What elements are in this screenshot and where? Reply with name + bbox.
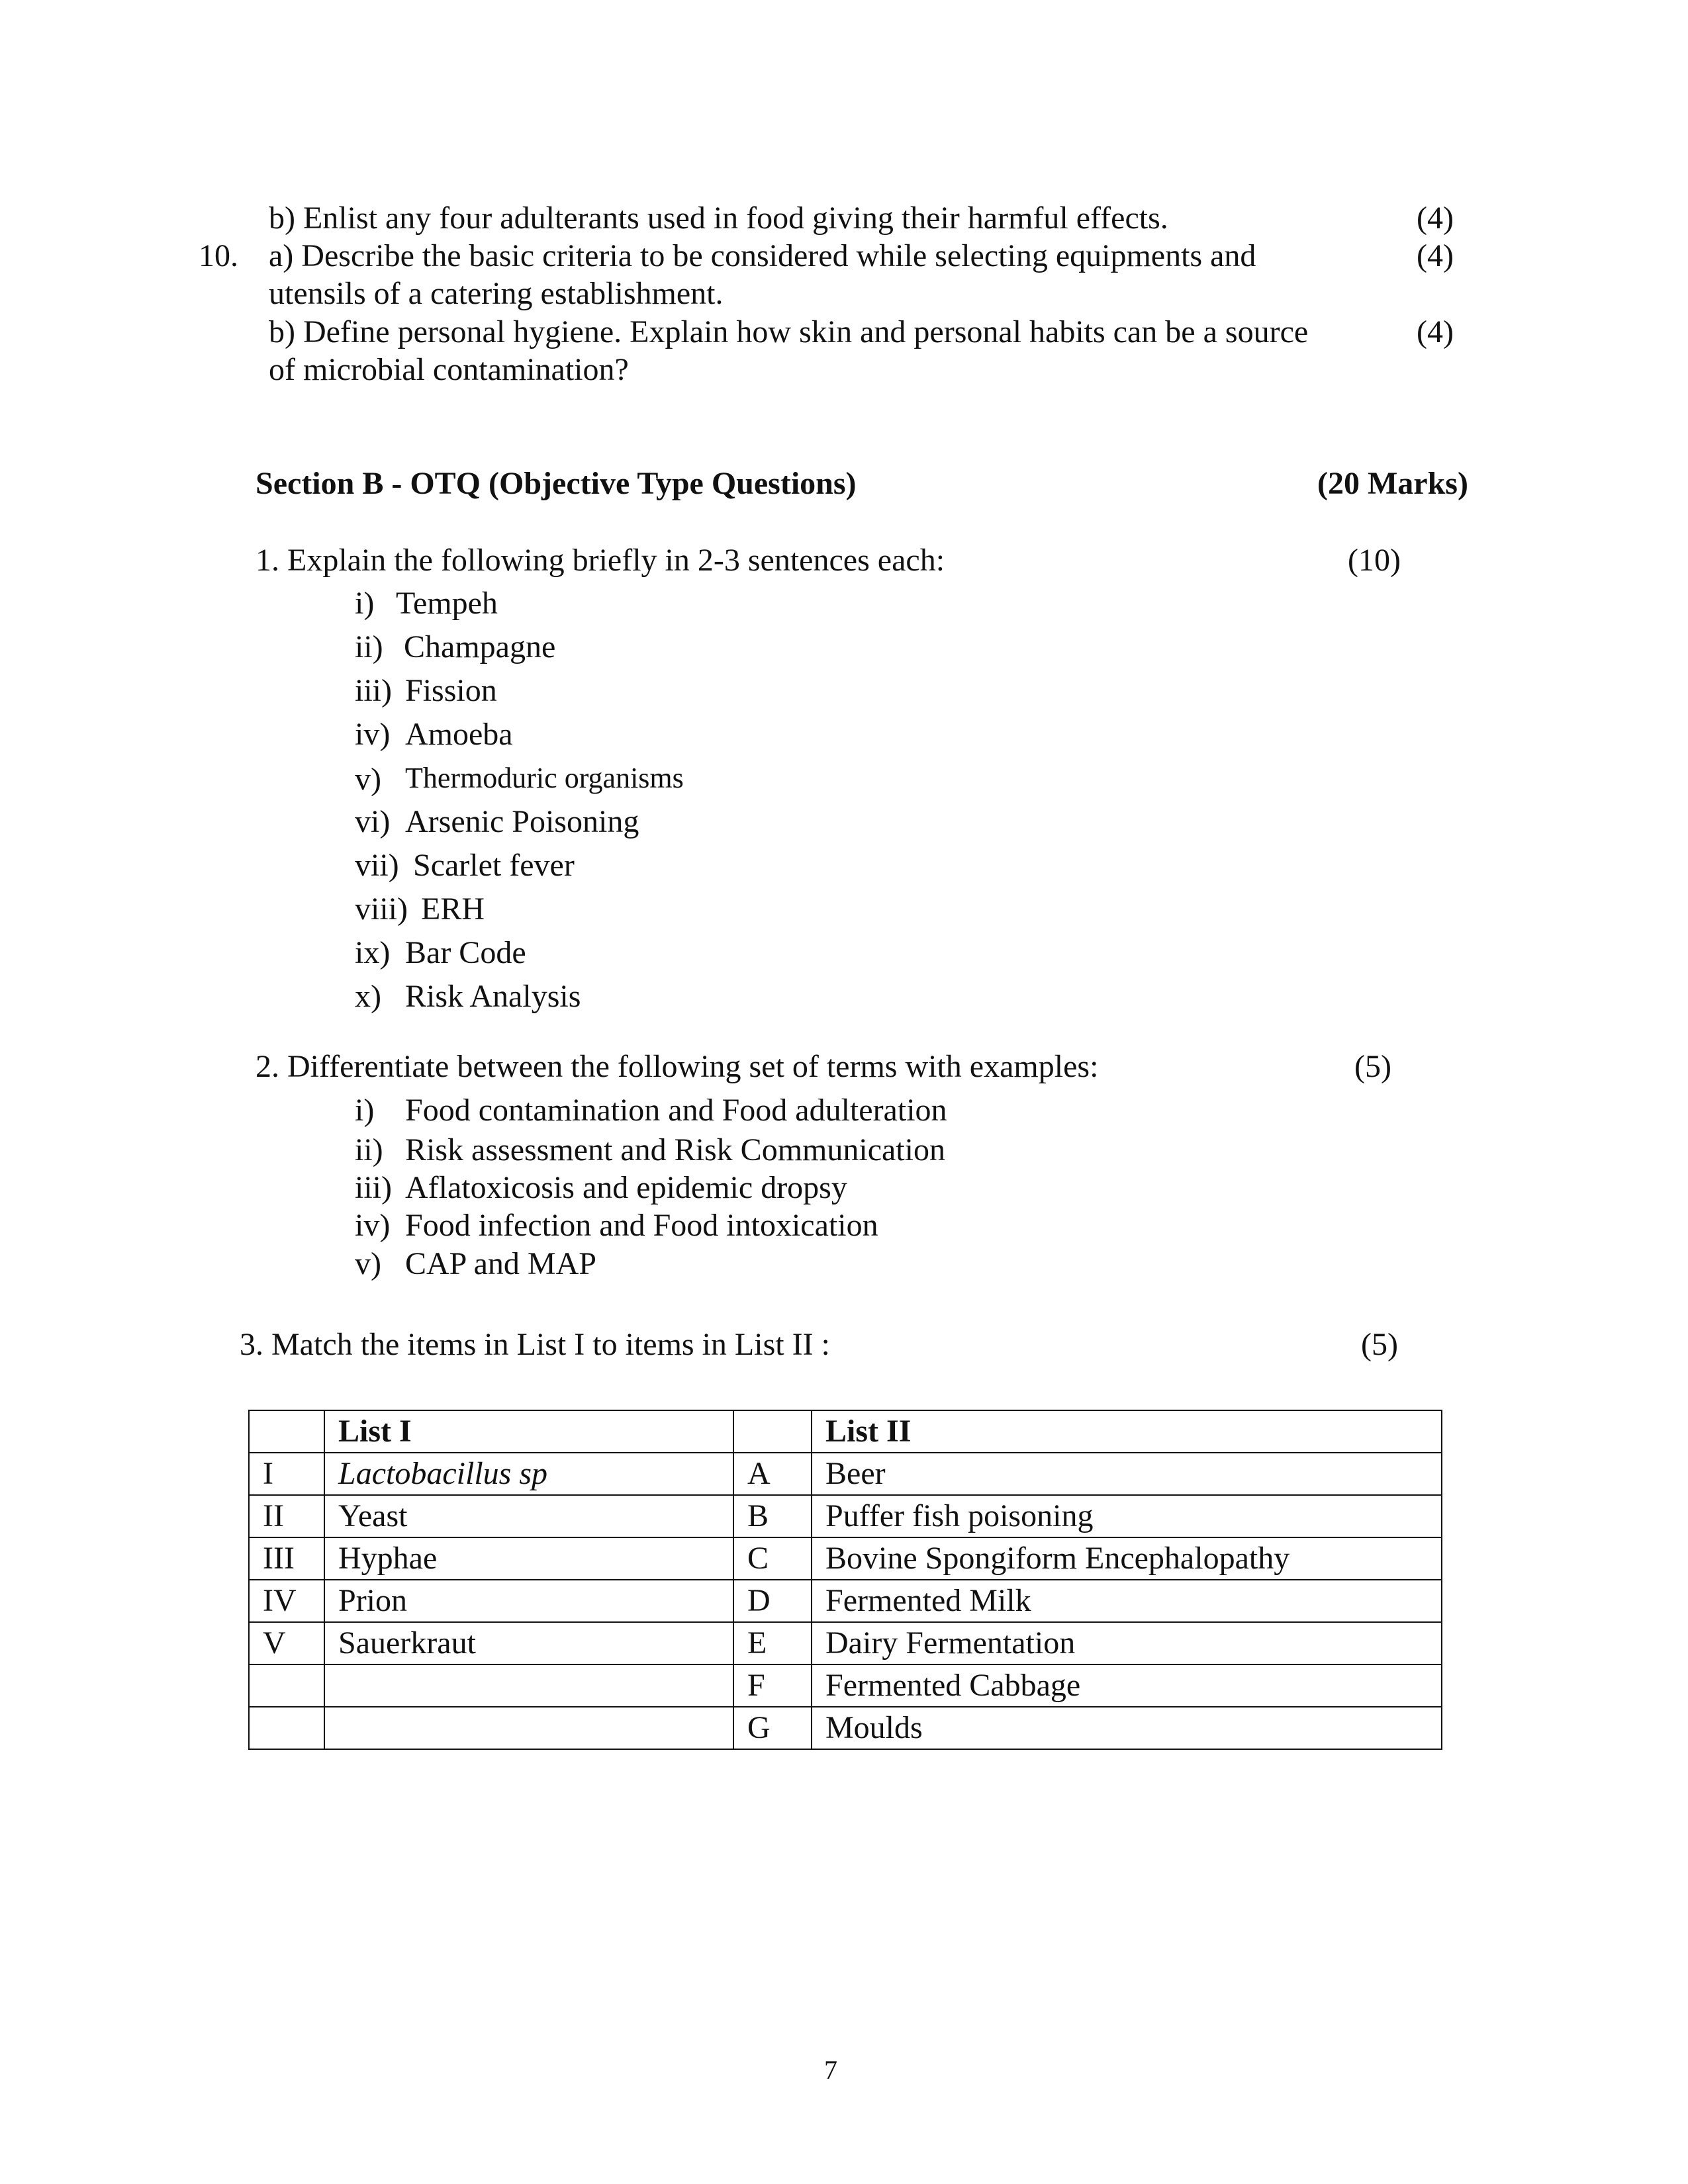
q2-item-text: Food contamination and Food adulteration	[405, 1093, 947, 1128]
q2-item-text: Food infection and Food intoxication	[405, 1208, 878, 1243]
question-3-marks: (5)	[1361, 1327, 1398, 1362]
q1-item-number: v)	[355, 762, 381, 797]
list1-item: Prion	[324, 1580, 733, 1622]
q2-item-number: i)	[355, 1093, 375, 1128]
page-number: 7	[824, 2055, 837, 2085]
question-10a-marks: (4)	[1417, 238, 1454, 273]
q1-item-text: Fission	[405, 673, 497, 708]
list2-letter: B	[733, 1495, 812, 1537]
list1-item	[324, 1664, 733, 1707]
list1-item: Yeast	[324, 1495, 733, 1537]
list1-item: Sauerkraut	[324, 1622, 733, 1664]
list1-item: Hyphae	[324, 1537, 733, 1580]
q1-item-text: Bar Code	[405, 935, 526, 970]
section-title: Section B - OTQ (Objective Type Questions)	[256, 466, 857, 501]
q2-item-text: Aflatoxicosis and epidemic dropsy	[405, 1170, 847, 1205]
q1-item-text: Tempeh	[396, 586, 498, 621]
match-table	[248, 1410, 1442, 1750]
table-row	[249, 1537, 1442, 1580]
list2-item: Fermented Cabbage	[812, 1664, 1442, 1707]
question-10a-line1: a) Describe the basic criteria to be considered while selecting equipments and	[269, 238, 1256, 273]
list1-number: IV	[249, 1580, 324, 1622]
list2-letter: D	[733, 1580, 812, 1622]
list2-item: Moulds	[812, 1707, 1442, 1749]
q1-item-text: Arsenic Poisoning	[405, 804, 639, 839]
question-9b-marks: (4)	[1417, 201, 1454, 236]
list2-letter: G	[733, 1707, 812, 1749]
q2-item-number: iv)	[355, 1208, 391, 1243]
question-9b-text: b) Enlist any four adulterants used in food giving their harmful effects.	[269, 201, 1168, 236]
table-row	[249, 1707, 1442, 1749]
question-10-number: 10.	[199, 238, 238, 273]
q1-item-text: Scarlet fever	[413, 848, 575, 883]
q1-item-number: viii)	[355, 891, 408, 927]
list2-header: List II	[812, 1410, 1442, 1453]
table-row	[249, 1580, 1442, 1622]
question-10a-line2: utensils of a catering establishment.	[269, 276, 724, 311]
list2-letter: C	[733, 1537, 812, 1580]
q1-item-text: Thermoduric organisms	[405, 762, 684, 794]
section-marks: (20 Marks)	[1317, 466, 1468, 501]
list2-item: Fermented Milk	[812, 1580, 1442, 1622]
list1-number: III	[249, 1537, 324, 1580]
question-1-text: 1. Explain the following briefly in 2-3 sentences each:	[256, 543, 945, 578]
list1-item: Lactobacillus sp	[324, 1453, 733, 1495]
q1-item-number: vi)	[355, 804, 391, 839]
q1-item-text: ERH	[421, 891, 485, 927]
table-row	[249, 1622, 1442, 1664]
question-2-marks: (5)	[1354, 1049, 1391, 1084]
q1-item-number: ix)	[355, 935, 391, 970]
list2-letter: E	[733, 1622, 812, 1664]
list2-letter: F	[733, 1664, 812, 1707]
table-header-row	[249, 1410, 1442, 1453]
q1-item-text: Risk Analysis	[405, 979, 581, 1014]
list1-number: II	[249, 1495, 324, 1537]
q2-item-number: iii)	[355, 1170, 392, 1205]
q2-item-text: Risk assessment and Risk Communication	[405, 1132, 945, 1167]
q2-item-number: ii)	[355, 1132, 383, 1167]
q1-item-number: iv)	[355, 717, 391, 752]
question-1-marks: (10)	[1348, 543, 1401, 578]
q1-item-text: Amoeba	[405, 717, 513, 752]
list2-item: Puffer fish poisoning	[812, 1495, 1442, 1537]
list2-item: Dairy Fermentation	[812, 1622, 1442, 1664]
q2-item-text: CAP and MAP	[405, 1246, 596, 1281]
table-cell	[249, 1410, 324, 1453]
table-cell	[733, 1410, 812, 1453]
list1-number	[249, 1707, 324, 1749]
question-10b-marks: (4)	[1417, 314, 1454, 349]
question-10b-line2: of microbial contamination?	[269, 352, 629, 387]
list1-number	[249, 1664, 324, 1707]
list1-number: V	[249, 1622, 324, 1664]
q1-item-number: x)	[355, 979, 381, 1014]
list2-item: Bovine Spongiform Encephalopathy	[812, 1537, 1442, 1580]
q1-item-number: vii)	[355, 848, 399, 883]
question-2-text: 2. Differentiate between the following set of terms with examples:	[256, 1049, 1099, 1084]
list1-header: List I	[324, 1410, 733, 1453]
table-row	[249, 1664, 1442, 1707]
q2-item-number: v)	[355, 1246, 381, 1281]
list1-item	[324, 1707, 733, 1749]
table-row	[249, 1453, 1442, 1495]
question-10b-line1: b) Define personal hygiene. Explain how skin and personal habits can be a source	[269, 314, 1309, 349]
list2-item: Beer	[812, 1453, 1442, 1495]
q1-item-text: Champagne	[404, 629, 556, 664]
question-3-text: 3. Match the items in List I to items in List II :	[240, 1327, 830, 1362]
q1-item-number: iii)	[355, 673, 392, 708]
list1-number: I	[249, 1453, 324, 1495]
list2-letter: A	[733, 1453, 812, 1495]
q1-item-number: i)	[355, 586, 375, 621]
q1-item-number: ii)	[355, 629, 383, 664]
table-row	[249, 1495, 1442, 1537]
